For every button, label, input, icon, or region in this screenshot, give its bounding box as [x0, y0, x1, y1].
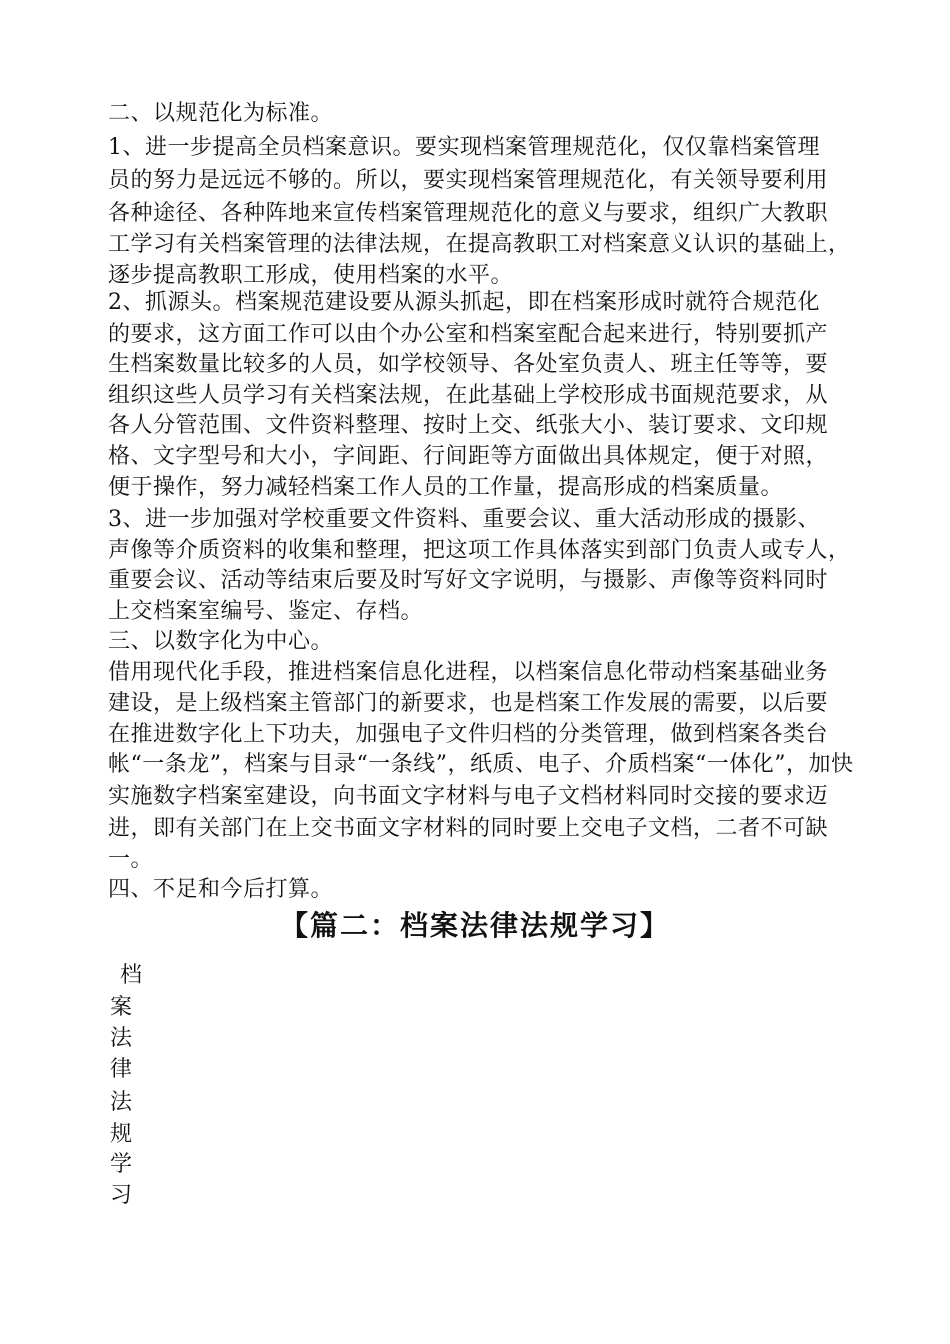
vertical-title-char: 习 [110, 1183, 133, 1208]
paragraph-line: 声像等介质资料的收集和整理，把这项工作具体落实到部门负责人或专人， [108, 538, 851, 563]
paragraph-line: 逐步提高教职工形成，使用档案的水平。 [108, 263, 514, 288]
paragraph-line: 重要会议、活动等结束后要及时写好文字说明，与摄影、声像等资料同时 [108, 568, 829, 593]
vertical-title-char: 档 [120, 963, 143, 988]
paragraph-line: 帐“一条龙”，档案与目录“一条线”，纸质、电子、介质档案“一体化”，加快 [108, 752, 854, 777]
paragraph-line: 1、进一步提高全员档案意识。要实现档案管理规范化，仅仅靠档案管理 [108, 135, 820, 160]
heading-shortcomings: 四、不足和今后打算。 [108, 877, 334, 902]
paragraph-line: 各种途径、各种阵地来宣传档案管理规范化的意义与要求，组织广大教职 [108, 201, 829, 226]
paragraph-line: 格、文字型号和大小，字间距、行间距等方面做出具体规定，便于对照， [108, 444, 829, 469]
paragraph-line: 的要求，这方面工作可以由个办公室和档案室配合起来进行，特别要抓产 [108, 322, 829, 347]
paragraph-line: 员的努力是远远不够的。所以，要实现档案管理规范化，有关领导要利用 [108, 168, 829, 193]
paragraph-line: 借用现代化手段，推进档案信息化进程，以档案信息化带动档案基础业务 [108, 660, 829, 685]
vertical-title-char: 学 [110, 1152, 133, 1177]
vertical-title-char: 规 [110, 1122, 133, 1147]
vertical-title-char: 律 [110, 1057, 133, 1082]
paragraph-line: 生档案数量比较多的人员，如学校领导、各处室负责人、班主任等等，要 [108, 352, 829, 377]
paragraph-line: 组织这些人员学习有关档案法规，在此基础上学校形成书面规范要求，从 [108, 383, 829, 408]
paragraph-line: 便于操作，努力减轻档案工作人员的工作量，提高形成的档案质量。 [108, 475, 784, 500]
section-title: 【篇二：档案法律法规学习】 [279, 909, 670, 942]
paragraph-line: 进，即有关部门在上交书面文字材料的同时要上交电子文档，二者不可缺 [108, 816, 829, 841]
paragraph-line: 在推进数字化上下功夫，加强电子文件归档的分类管理，做到档案各类台 [108, 722, 829, 747]
vertical-title-char: 案 [110, 995, 133, 1020]
paragraph-line: 工学习有关档案管理的法律法规，在提高教职工对档案意义认识的基础上， [108, 232, 851, 257]
paragraph-line: 一。 [108, 847, 154, 872]
vertical-title-char: 法 [110, 1026, 133, 1051]
heading-digitization: 三、以数字化为中心。 [108, 629, 334, 654]
paragraph-line: 上交档案室编号、鉴定、存档。 [108, 599, 424, 624]
vertical-title-char: 法 [110, 1090, 133, 1115]
paragraph-line: 2、抓源头。档案规范建设要从源头抓起，即在档案形成时就符合规范化 [108, 290, 820, 315]
paragraph-line: 各人分管范围、文件资料整理、按时上交、纸张大小、装订要求、文印规 [108, 413, 829, 438]
paragraph-line: 3、进一步加强对学校重要文件资料、重要会议、重大活动形成的摄影、 [108, 507, 820, 532]
paragraph-line: 建设，是上级档案主管部门的新要求，也是档案工作发展的需要，以后要 [108, 691, 829, 716]
paragraph-line: 实施数字档案室建设，向书面文字材料与电子文档材料同时交接的要求迈 [108, 784, 829, 809]
heading-standardization: 二、以规范化为标准。 [108, 101, 334, 126]
